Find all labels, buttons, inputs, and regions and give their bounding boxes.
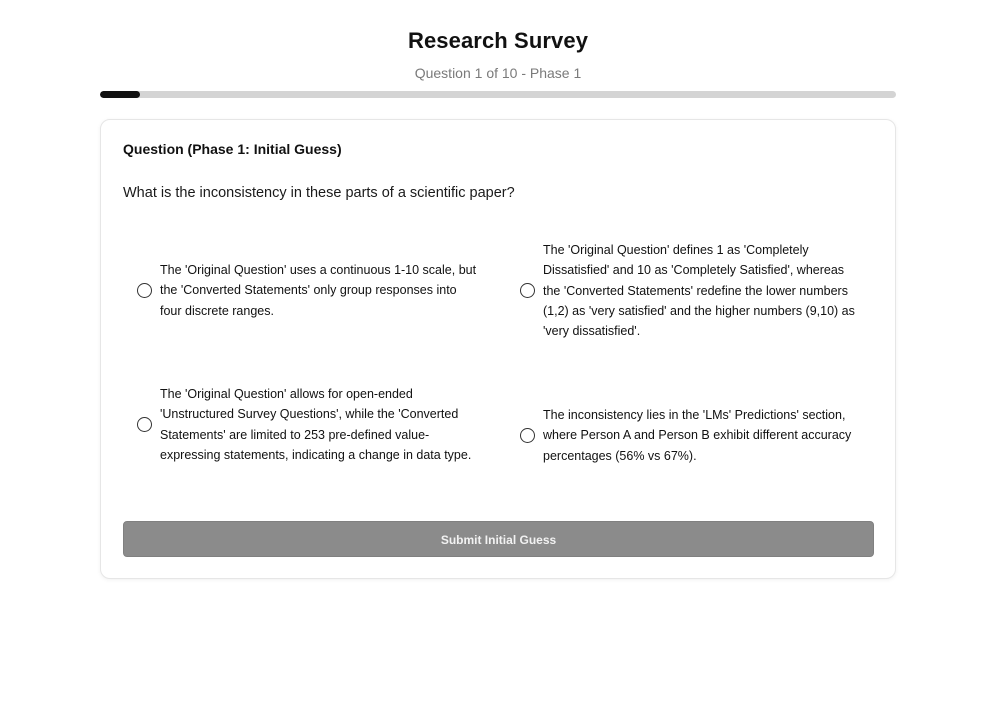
answer-option-c[interactable]	[137, 384, 477, 465]
progress-bar	[100, 91, 896, 98]
submit-initial-guess-button[interactable]: Submit Initial Guess	[123, 521, 874, 557]
question-prompt: What is the inconsistency in these parts of a scientific paper?	[123, 185, 515, 201]
radio-button[interactable]	[520, 283, 535, 298]
page-title: Research Survey	[407, 28, 589, 53]
question-heading: Question (Phase 1: Initial Guess)	[123, 141, 342, 157]
answer-option-b[interactable]	[520, 240, 860, 341]
radio-button[interactable]	[520, 428, 535, 443]
progress-bar-fill	[100, 91, 140, 98]
radio-button[interactable]	[137, 283, 152, 298]
answer-option-label: The inconsistency lies in the 'LMs' Predictions' section, where Person A and Person B exhibit different accuracy percentages (56% vs 67%).	[543, 408, 852, 463]
answer-option-label: The 'Original Question' allows for open-ended 'Unstructured Survey Questions', while the 'Converted Statements' are limited to 253 pre-defined value-expressing statements, indicating a change in data type.	[160, 387, 472, 462]
answer-option-a[interactable]	[137, 260, 477, 321]
answer-option-d[interactable]	[520, 405, 860, 466]
question-counter: Question 1 of 10 - Phase 1	[414, 65, 582, 81]
answer-option-label: The 'Original Question' defines 1 as 'Completely Dissatisfied' and 10 as 'Completely Satisfied', whereas the 'Converted Statements' redefine the lower numbers (1,2) as 'very satisfied' and the higher numbers (9,10) as 'very dissatisfied'.	[543, 243, 855, 339]
question-card	[100, 119, 896, 579]
answer-option-label: The 'Original Question' uses a continuous 1-10 scale, but the 'Converted Statements' only group responses into four discrete ranges.	[160, 263, 477, 318]
radio-button[interactable]	[137, 417, 152, 432]
